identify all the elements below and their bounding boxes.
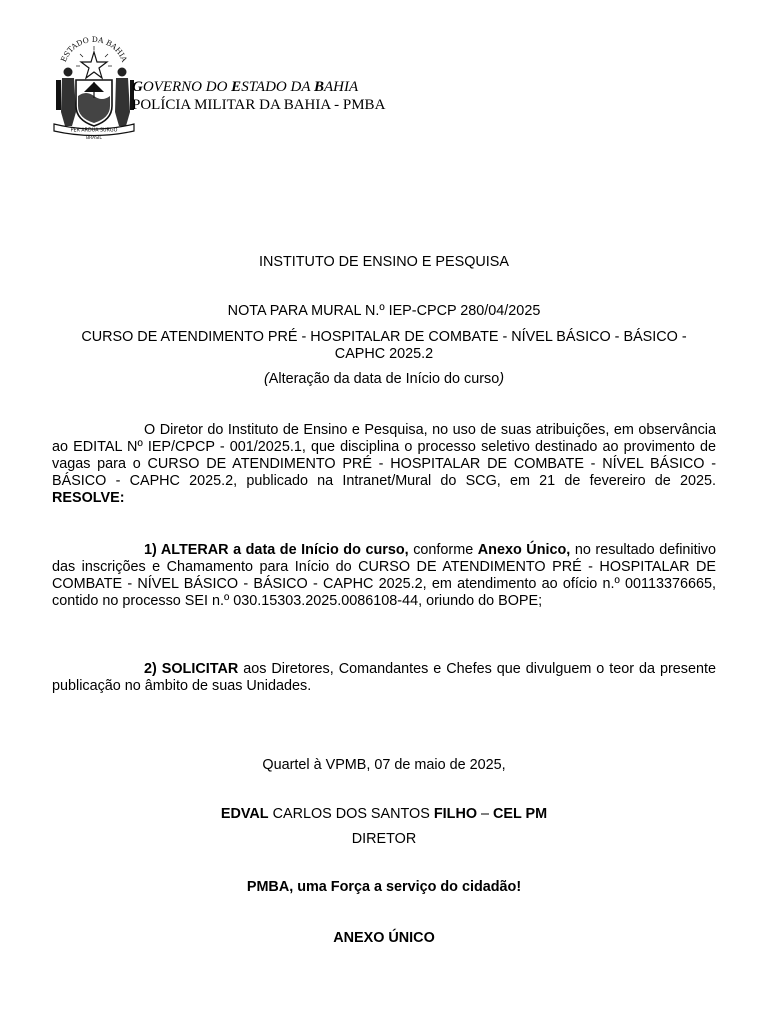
police-line: POLÍCIA MILITAR DA BAHIA - PMBA <box>132 97 386 113</box>
letterhead-caption <box>132 78 385 114</box>
course-title-line-2: CAPHC 2025.2 <box>334 346 434 362</box>
note-number: NOTA PARA MURAL N.º IEP-CPCP 280/04/2025 <box>227 303 541 319</box>
state-coat-of-arms-icon <box>50 32 138 140</box>
item-2-paragraph: 2) SOLICITAR aos Diretores, Comandantes e Chefes que divulguem o teor da presente publicação no âmbito de suas Unidades. <box>52 661 716 694</box>
institute-heading: INSTITUTO DE ENSINO E PESQUISA <box>258 254 510 270</box>
subtitle: (Alteração da data de Início do curso) <box>264 371 504 387</box>
government-line: GOVERNO DO ESTADO DA BAHIA <box>132 79 359 95</box>
seal-bottom-text: BRASIL <box>86 136 102 140</box>
intro-paragraph: O Diretor do Instituto de Ensino e Pesquisa, no uso de suas atribuições, em observância ao EDITAL Nº IEP/CPCP - 001/2025.1, que disciplina o processo seletivo destinado ao provimento de vagas para o CURSO DE ATENDIMENTO PRÉ - HOSPITALAR DE COMBATE - NÍVEL BÁSICO - BÁSICO - CAPHC 2025.2, publicado na Intranet/Mural do SCG, em 21 de fevereiro de 2025. RESOLVE: <box>52 422 716 506</box>
annex-title: ANEXO ÚNICO <box>333 930 435 946</box>
course-title <box>52 329 716 363</box>
item-1-paragraph: 1) ALTERAR a data de Início do curso, conforme Anexo Único, no resultado definitivo das inscrições e Chamamento para Início do CURSO DE ATENDIMENTO PRÉ - HOSPITALAR DE COMBATE - NÍVEL BÁSICO - BÁSICO - CAPHC 2025.2, em atendimento ao ofício n.º 00113376665, contido no processo SEI n.º 030.15303.2025.0086108-44, oriundo do BOPE; <box>52 542 717 609</box>
signature-role: DIRETOR <box>351 831 417 847</box>
letterhead <box>50 32 450 142</box>
seal-motto-text: PER ARDUA SURGO <box>70 128 118 134</box>
institutional-motto: PMBA, uma Força a serviço do cidadão! <box>246 879 522 895</box>
signature-name: EDVAL CARLOS DOS SANTOS FILHO – CEL PM <box>220 806 548 822</box>
resolve-label: RESOLVE: <box>52 490 125 506</box>
place-date: Quartel à VPMB, 07 de maio de 2025, <box>262 757 506 773</box>
seal-top-text: ESTADO DA BAHIA <box>58 34 130 64</box>
course-title-line-1: CURSO DE ATENDIMENTO PRÉ - HOSPITALAR DE COMBATE - NÍVEL BÁSICO - BÁSICO - <box>81 329 687 345</box>
